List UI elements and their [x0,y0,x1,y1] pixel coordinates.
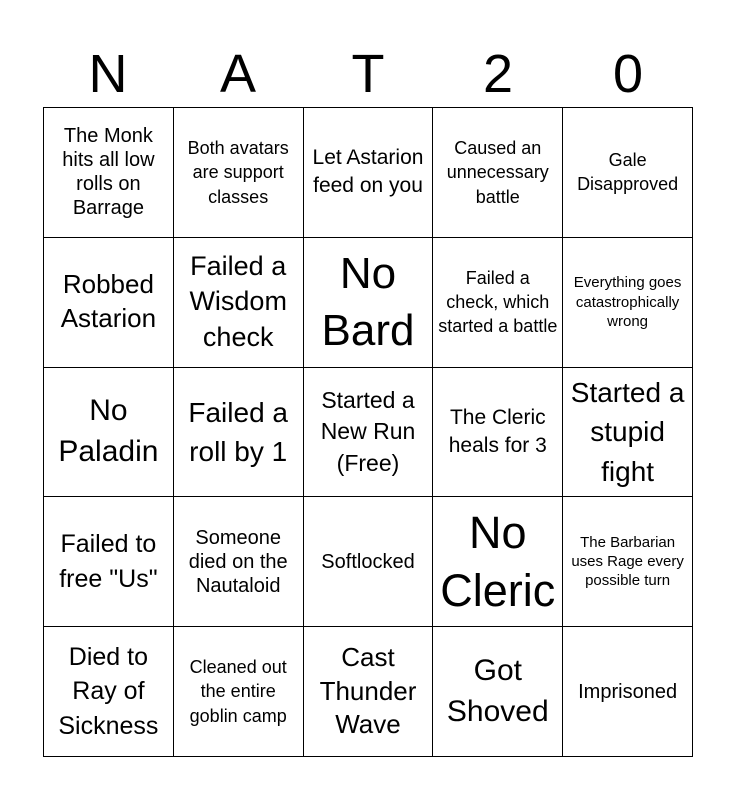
bingo-cell-1-3[interactable] [304,108,434,238]
header-letter-1: N [88,44,128,104]
cell-text: Started a stupid fight [570,377,685,487]
cell-text: Someone died on the Nautaloid [188,526,288,597]
cell-text: Got Shoved [446,654,549,728]
cell-text: Imprisoned [578,680,678,703]
bingo-board [43,107,693,757]
cell-text: No Bard [321,249,415,356]
cell-text: Failed a roll by 1 [188,396,288,467]
bingo-cell-4-1[interactable] [44,497,174,627]
cell-text: Failed to free "Us" [59,530,158,593]
header-letter-3: T [351,44,385,104]
cell-text: The Cleric heals for 3 [448,405,547,457]
bingo-cell-1-2[interactable] [174,108,304,238]
bingo-cell-5-2[interactable] [174,627,304,757]
cell-text: Robbed Astarion [60,269,157,334]
cell-text: Softlocked [321,550,415,573]
header-letter-4: 2 [482,44,514,104]
cell-text: No Paladin [58,394,159,468]
header-letter-5: 0 [612,44,644,104]
bingo-cell-4-4[interactable] [433,497,563,627]
cell-text: Gale Disapproved [577,150,679,195]
cell-text: Let Astarion feed on you [312,146,424,198]
bingo-cell-5-5[interactable] [563,627,693,757]
bingo-cell-3-1[interactable] [44,368,174,498]
cell-text: Everything goes catastrophically wrong [573,274,682,330]
bingo-cell-3-3[interactable] [304,368,434,498]
cell-text: Cleaned out the entire goblin camp [189,657,287,726]
bingo-cell-4-3[interactable] [304,497,434,627]
bingo-cell-2-4[interactable] [433,238,563,368]
bingo-cell-4-5[interactable] [563,497,693,627]
cell-text: The Barbarian uses Rage every possible turn [571,534,684,590]
cell-text: No Cleric [440,507,556,616]
bingo-cell-3-5[interactable] [563,368,693,498]
bingo-cell-1-1[interactable] [44,108,174,238]
bingo-cell-3-2[interactable] [174,368,304,498]
cell-text: Both avatars are support classes [187,137,289,207]
bingo-cell-1-4[interactable] [433,108,563,238]
cell-text: Died to Ray of Sickness [58,642,159,740]
bingo-header [43,40,693,108]
cell-text: Failed a Wisdom check [189,250,287,352]
bingo-cell-5-3[interactable] [304,627,434,757]
bingo-cell-3-4[interactable] [433,368,563,498]
cell-text: Failed a check, which started a battle [438,267,558,337]
cell-text: Cast Thunder Wave [319,641,417,740]
cell-text: The Monk hits all low rolls on Barrage [62,125,155,220]
bingo-cell-4-2[interactable] [174,497,304,627]
bingo-cell-2-1[interactable] [44,238,174,368]
bingo-cell-2-5[interactable] [563,238,693,368]
bingo-cell-1-5[interactable] [563,108,693,238]
header-letter-2: A [219,44,257,104]
cell-text: Started a New Run (Free) [320,387,416,476]
bingo-cell-5-1[interactable] [44,627,174,757]
cell-text: Caused an unnecessary battle [446,137,549,207]
bingo-cell-5-4[interactable] [433,627,563,757]
bingo-cell-2-2[interactable] [174,238,304,368]
bingo-cell-2-3[interactable] [304,238,434,368]
